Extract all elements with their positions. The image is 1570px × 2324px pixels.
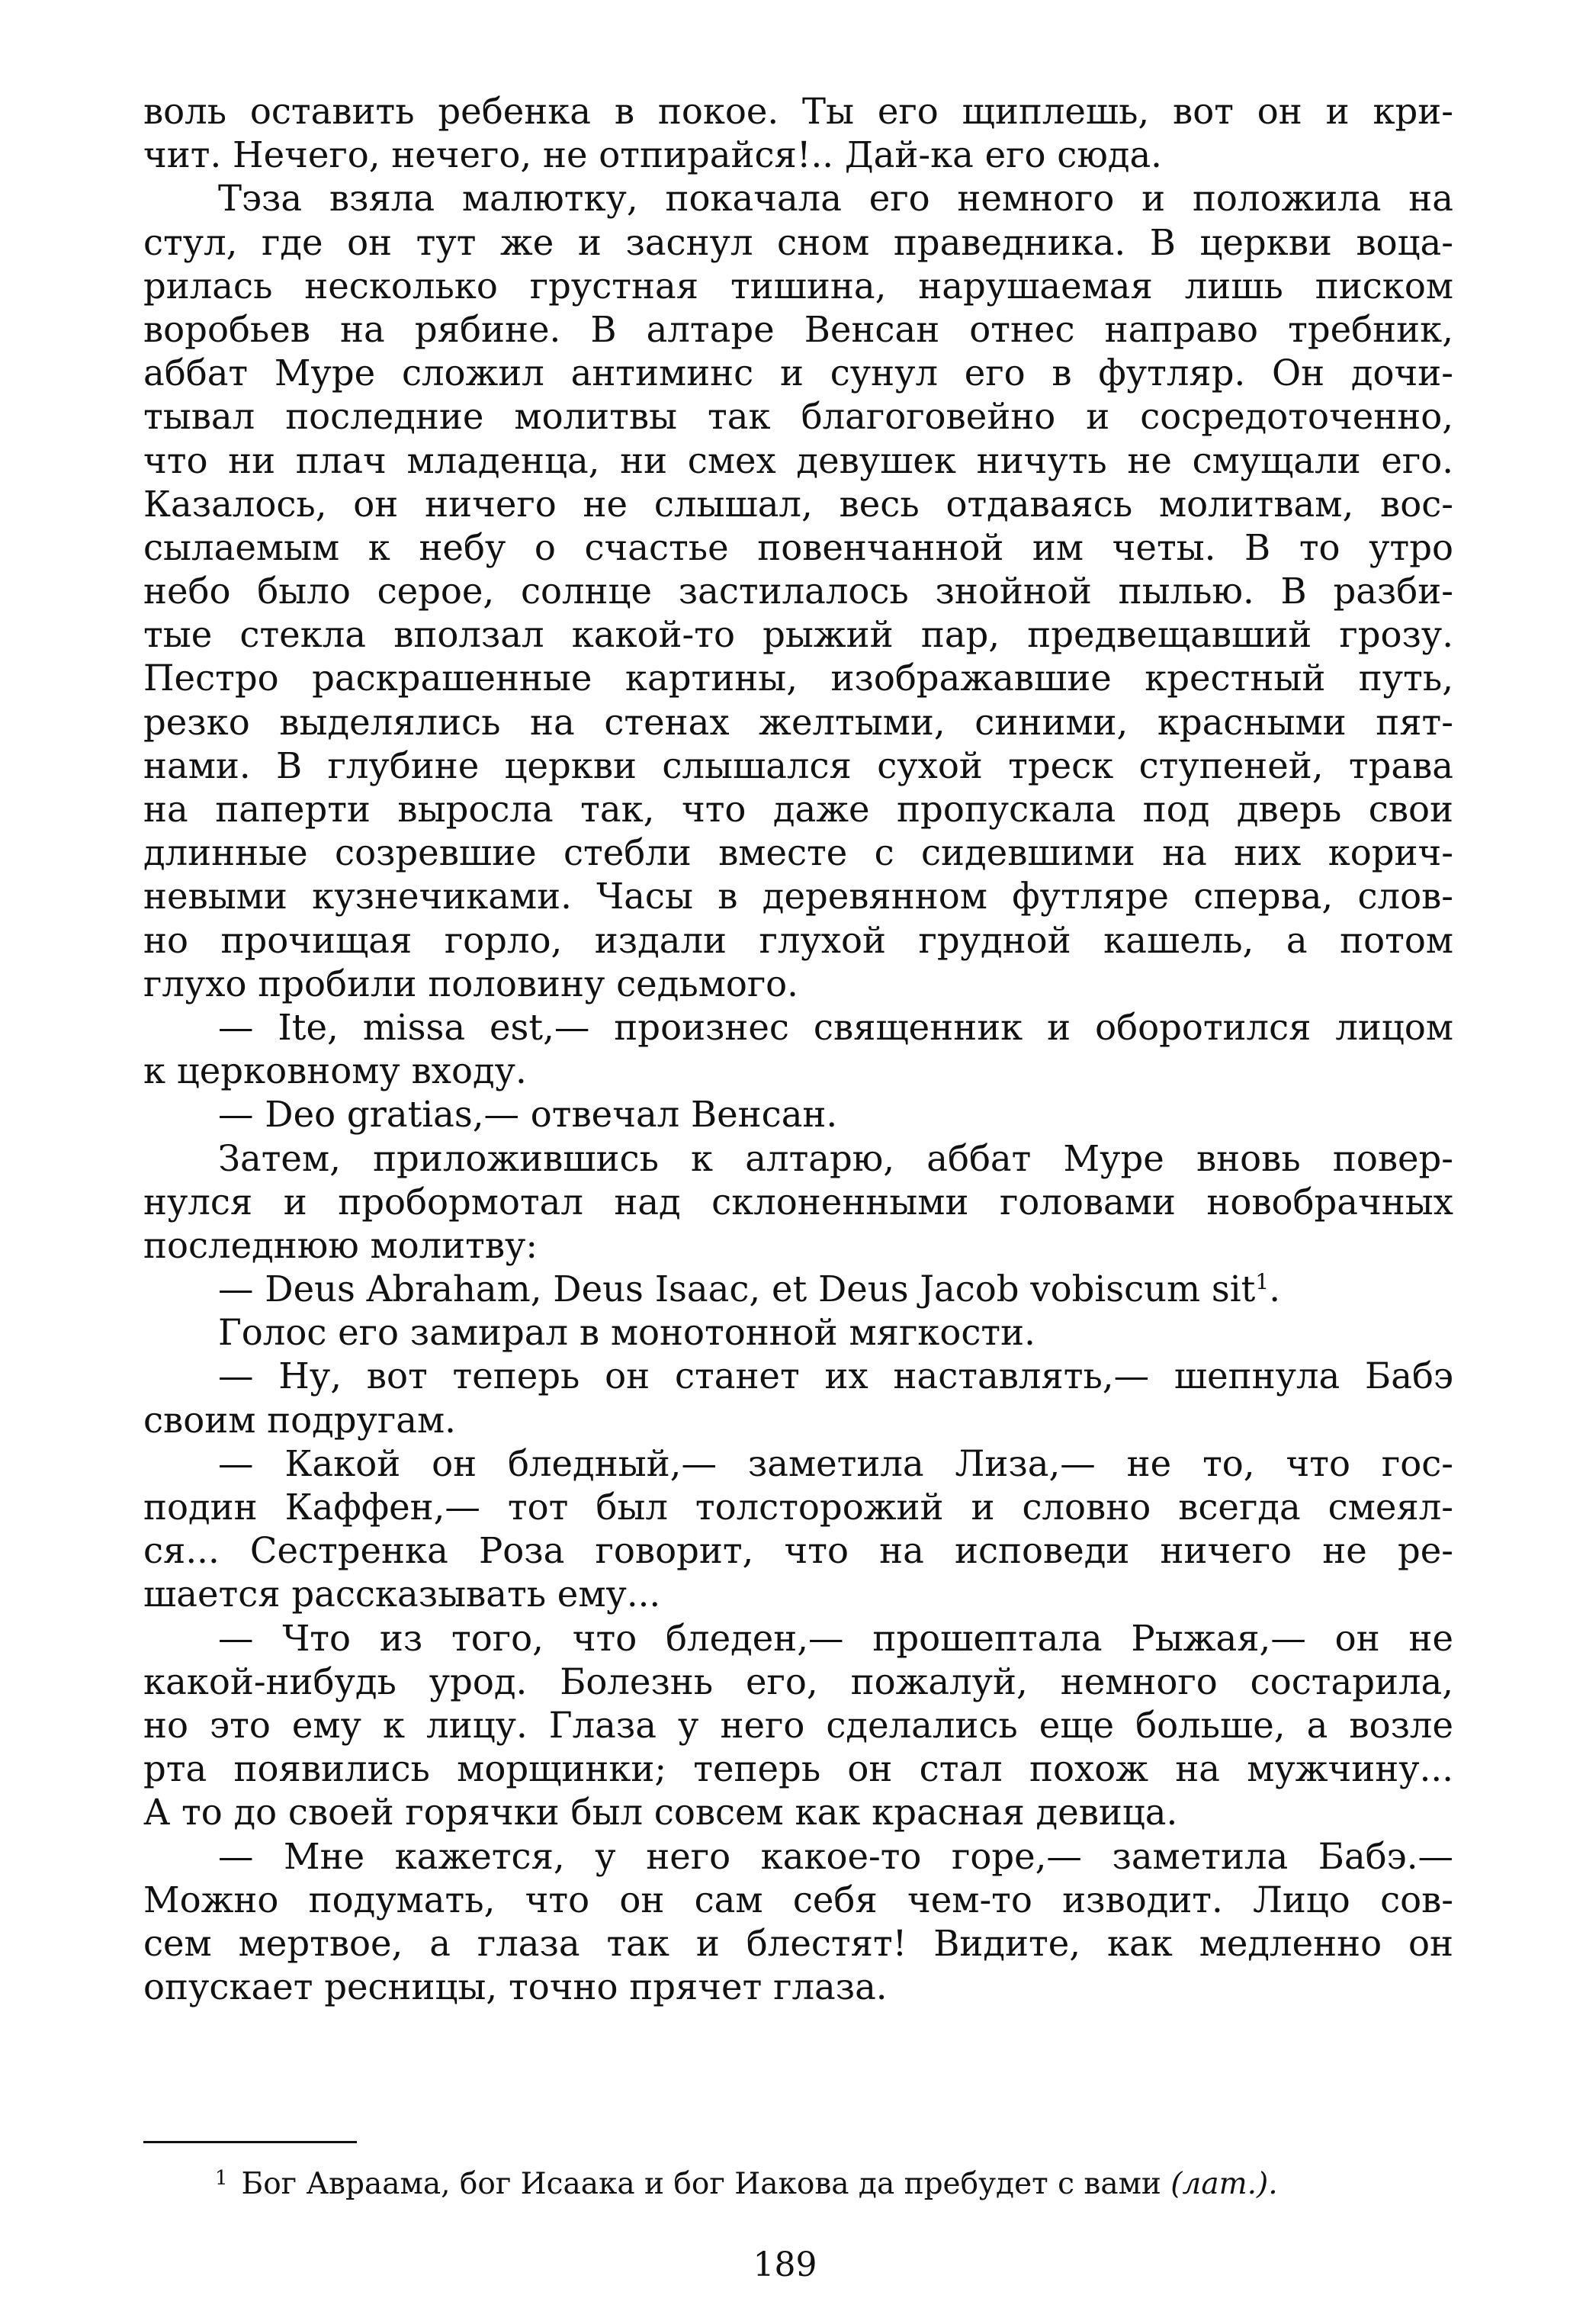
text-line xyxy=(143,1573,1453,1616)
line-tail: . xyxy=(1269,1268,1280,1310)
text-line xyxy=(143,1093,1453,1136)
text-line xyxy=(143,744,1453,788)
text-line xyxy=(143,1922,1453,1966)
body-text xyxy=(143,90,1453,2009)
text-line-content: небо было серое, солнце застилалось знойной пылью. В разби- xyxy=(143,571,1453,612)
text-line xyxy=(143,1355,1453,1398)
text-line xyxy=(143,1486,1453,1529)
text-line-content: какой-нибудь урод. Болезнь его, пожалуй, немного состарила, xyxy=(143,1660,1453,1702)
text-line xyxy=(143,483,1453,526)
text-line xyxy=(143,1529,1453,1573)
text-line-content: — Мне кажется, у него какое-то горе,— заметила Бабэ.— xyxy=(218,1835,1453,1877)
text-line-content: что ни плач младенца, ни смех девушек ничуть не смущали его. xyxy=(143,439,1453,481)
text-line xyxy=(143,265,1453,308)
text-line-content: — Ну, вот теперь он станет их наставлять,— шепнула Бабэ xyxy=(218,1355,1453,1397)
text-line-content: — Ite, missa est,— произнес священник и оборотился лицом xyxy=(218,1006,1453,1048)
text-line xyxy=(143,613,1453,657)
text-line xyxy=(143,1224,1453,1268)
text-line xyxy=(143,1660,1453,1704)
text-line-content: стул, где он тут же и заснул сном праведника. В церкви воца- xyxy=(143,221,1453,263)
text-line-content: А то до своей горячки был совсем как красная девица. xyxy=(143,1792,1178,1834)
text-line xyxy=(143,1049,1453,1093)
text-line xyxy=(143,90,1453,133)
text-line-content: своим подругам. xyxy=(143,1399,456,1441)
text-line-content: — Какой он бледный,— заметила Лиза,— не то, что гос- xyxy=(218,1442,1453,1484)
text-line-content: сем мертвое, а глаза так и блестят! Видите, как медленно он xyxy=(143,1922,1453,1964)
text-line-content: тые стекла вползал какой-то рыжий пар, предвещавший грозу. xyxy=(143,614,1453,656)
text-line-content: подин Каффен,— тот был толсторожий и словно всегда смеял- xyxy=(143,1487,1453,1528)
text-line xyxy=(143,1137,1453,1181)
text-line xyxy=(143,701,1453,744)
footnote xyxy=(215,2165,1458,2207)
text-line xyxy=(143,439,1453,483)
text-line xyxy=(143,1442,1453,1486)
text-line xyxy=(143,177,1453,220)
text-line xyxy=(143,1747,1453,1791)
text-line xyxy=(143,1704,1453,1747)
text-line-content: Пестро раскрашенные картины, изображавшие крестный путь, xyxy=(143,657,1453,699)
text-line xyxy=(143,1791,1453,1834)
text-line xyxy=(143,919,1453,963)
text-line-content: — Deus Abraham, Deus Isaac, et Deus Jacob vobiscum sit xyxy=(218,1268,1256,1310)
text-line-content: резко выделялись на стенах желтыми, синими, красными пят- xyxy=(143,701,1453,743)
text-line xyxy=(143,657,1453,700)
text-line xyxy=(143,831,1453,875)
text-line-content: Казалось, он ничего не слышал, весь отдаваясь молитвам, вос- xyxy=(143,483,1453,525)
text-line xyxy=(143,1835,1453,1879)
text-line-content: сылаемым к небу о счастье повенчанной им четы. В то утро xyxy=(143,526,1453,568)
page-number: 189 xyxy=(753,2245,817,2284)
text-line-content: — Что из того, что бледен,— прошептала Рыжая,— он не xyxy=(218,1617,1453,1659)
text-line-content: тывал последние молитвы так благоговейно и сосредоточенно, xyxy=(143,396,1453,438)
text-line-content: длинные созревшие стебли вместе с сидевшими на них корич- xyxy=(143,832,1453,874)
text-line xyxy=(143,1879,1453,1922)
text-line xyxy=(143,1181,1453,1224)
text-line xyxy=(143,1966,1453,2009)
text-line-content: чит. Нечего, нечего, не отпирайся!.. Дай-ка его сюда. xyxy=(143,134,1162,176)
text-line-content: последнюю молитву: xyxy=(143,1224,538,1266)
text-line xyxy=(143,308,1453,352)
text-line-content: — Deo gratias,— отвечал Венсан. xyxy=(218,1094,838,1136)
footnote-reference: 1 xyxy=(1255,1269,1270,1295)
text-line xyxy=(143,1617,1453,1660)
text-line xyxy=(143,788,1453,831)
footnote-marker: 1 xyxy=(215,2167,228,2190)
text-line xyxy=(143,1399,1453,1442)
text-line-content: воробьев на рябине. В алтаре Венсан отнес направо требник, xyxy=(143,308,1453,350)
text-line-content: ся... Сестренка Роза говорит, что на исповеди ничего не ре- xyxy=(143,1530,1453,1572)
text-line-content: Можно подумать, что он сам себя чем-то изводит. Лицо сов- xyxy=(143,1879,1453,1921)
text-line xyxy=(143,221,1453,265)
text-line xyxy=(143,963,1453,1006)
text-line xyxy=(143,133,1453,177)
text-line-content: глухо пробили половину седьмого. xyxy=(143,963,798,1004)
footnote-text: Бог Авраама, бог Исаака и бог Иакова да пребудет с вами xyxy=(241,2167,1171,2201)
text-line-content: невыми кузнечиками. Часы в деревянном футляре сперва, слов- xyxy=(143,876,1453,918)
text-line-content: на паперти выросла так, что даже пропускала под дверь свои xyxy=(143,789,1453,830)
text-line-content: Тэза взяла малютку, покачала его немного и положила на xyxy=(218,178,1453,220)
text-line-content: к церковному входу. xyxy=(143,1050,527,1092)
text-line xyxy=(143,352,1453,395)
text-line-content: нами. В глубине церкви слышался сухой треск ступеней, трава xyxy=(143,744,1453,786)
text-line-content: но прочищая горло, издали глухой грудной кашель, а потом xyxy=(143,919,1453,961)
footnote-divider xyxy=(143,2141,357,2143)
text-line xyxy=(143,875,1453,918)
text-line-content: воль оставить ребенка в покое. Ты его щиплешь, вот он и кри- xyxy=(143,91,1453,132)
text-line xyxy=(143,570,1453,613)
text-line-content: Голос его замирал в монотонной мягкости. xyxy=(218,1312,1035,1354)
text-line-content: рта появились морщинки; теперь он стал похож на мужчину... xyxy=(143,1748,1453,1790)
text-line-content: Затем, приложившись к алтарю, аббат Муре вновь повер- xyxy=(218,1137,1453,1179)
text-line-content: но это ему к лицу. Глаза у него сделались еще больше, а возле xyxy=(143,1704,1453,1746)
text-line-content: опускает ресницы, точно прячет глаза. xyxy=(143,1966,888,2008)
text-line-content: аббат Муре сложил антиминс и сунул его в футляр. Он дочи- xyxy=(143,352,1453,394)
text-line xyxy=(143,1268,1453,1311)
text-line-content: шается рассказывать ему... xyxy=(143,1573,661,1615)
text-line-content: рилась несколько грустная тишина, нарушаемая лишь писком xyxy=(143,265,1453,307)
footnote-language: (лат.). xyxy=(1170,2167,1278,2201)
text-line xyxy=(143,526,1453,570)
text-line xyxy=(143,1006,1453,1049)
text-line xyxy=(143,1311,1453,1355)
text-line xyxy=(143,395,1453,439)
text-line-content: нулся и пробормотал над склоненными головами новобрачных xyxy=(143,1181,1453,1223)
